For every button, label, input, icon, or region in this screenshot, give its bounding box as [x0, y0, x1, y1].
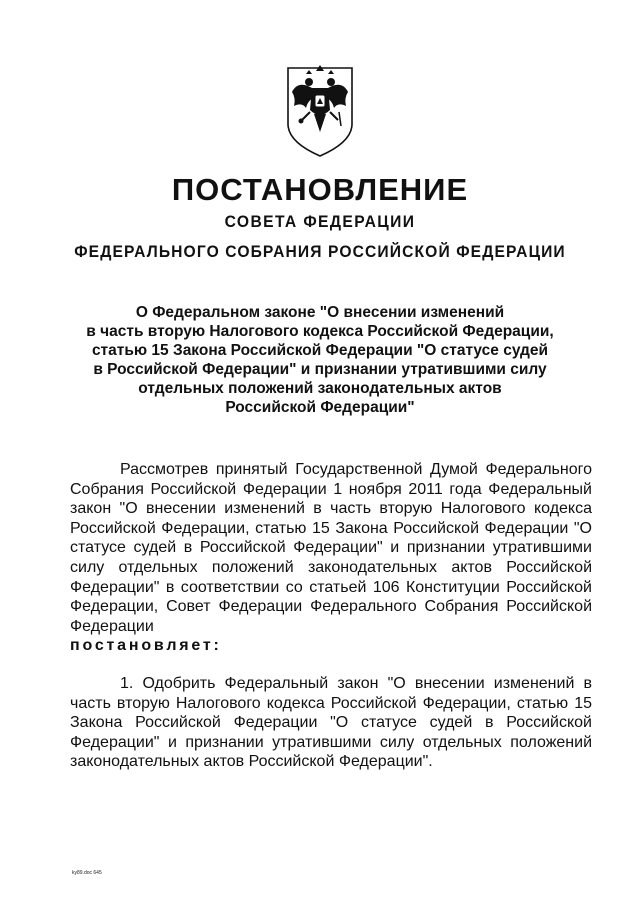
subject-line: в часть вторую Налогового кодекса Российской Федерации,: [86, 323, 554, 340]
clause-1-paragraph: 1. Одобрить Федеральный закон "О внесении изменений в часть вторую Налогового кодекса Российской Федерации, статью 15 Закона Российской Федерации "О статусе судей в Российской Федерации" и признании утратившими силу отдельных положений законодательных актов Российской Федерации".: [70, 674, 592, 771]
preamble-text: Рассмотрев принятый Государственной Думой Федерального Собрания Российской Федерации 1 ноября 2011 года Федеральный закон "О внесении изменений в часть вторую Налогового кодекса Российской Федерации, статью 15 Закона Российской Федерации "О статусе судей в Российской Федерации" и признании утратившими силу отдельных положений законодательных актов Российской Федерации" в соответствии со статьей 106 Конституции Российской Федерации, Совет Федерации Федерального Собрания Российской Федерации: [70, 461, 592, 635]
resolves-keyword: постановляет:: [70, 637, 222, 655]
subject-line: О Федеральном законе "О внесении изменений: [135, 304, 505, 321]
subject-line: в Российской Федерации" и признании утратившими силу: [93, 361, 547, 378]
russian-coat-of-arms-icon: [284, 62, 356, 162]
page-title: ПОСТАНОВЛЕНИЕ: [171, 172, 469, 207]
issuer-line-2: ФЕДЕРАЛЬНОГО СОБРАНИЯ РОССИЙСКОЙ ФЕДЕРАЦИИ: [74, 242, 566, 261]
issuer-line-1: СОВЕТА ФЕДЕРАЦИИ: [224, 212, 416, 231]
resolution-subject: [60, 303, 580, 417]
subject-line: отдельных положений законодательных актов: [138, 380, 502, 397]
resolution-body: [70, 460, 592, 772]
subject-line: Российской Федерации": [225, 399, 415, 416]
subject-line: статью 15 Закона Российской Федерации "О статусе судей: [91, 342, 549, 359]
preamble-paragraph: [70, 460, 592, 656]
file-code: ky89.doc 645: [72, 870, 102, 876]
